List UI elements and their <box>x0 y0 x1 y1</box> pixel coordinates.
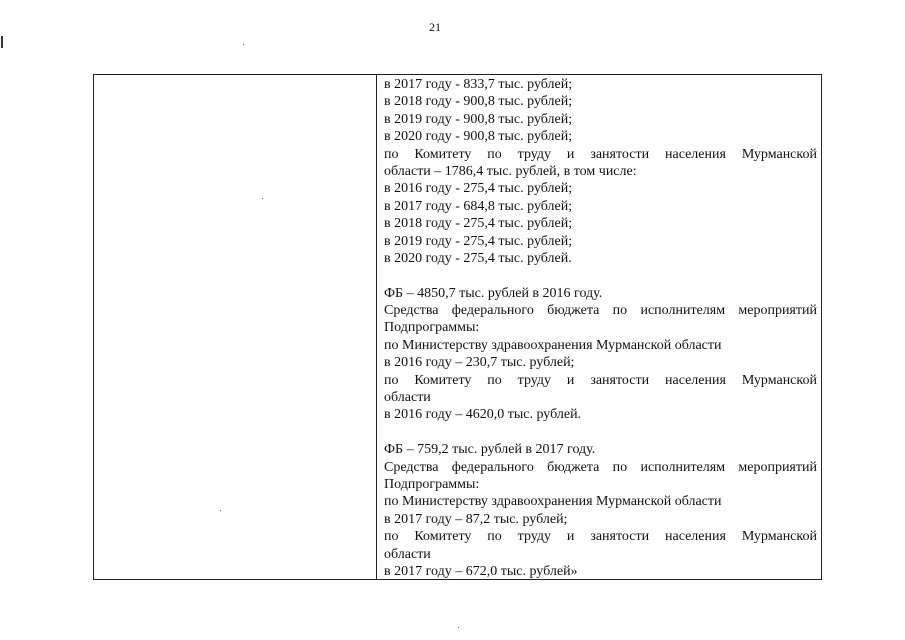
word: Комитету <box>414 146 472 162</box>
funding-line: в 2019 году - 275,4 тыс. рублей; <box>384 233 573 249</box>
word: по <box>487 529 502 545</box>
word: по <box>487 146 502 162</box>
margin-mark <box>1 36 3 48</box>
fb-2017-ministry: по Министерству здравоохранения Мурманской области <box>384 494 722 510</box>
word: населения <box>665 146 726 162</box>
fb-2017-subprogram: Подпрограммы: <box>384 476 480 492</box>
word: исполнителям <box>640 459 726 475</box>
fb-2017-sources-line <box>384 459 817 476</box>
word: и <box>566 529 575 545</box>
word: по <box>384 529 399 545</box>
word: бюджета <box>547 303 600 319</box>
word: труду <box>517 529 552 545</box>
document-table <box>93 74 822 580</box>
funding-line: в 2019 году - 900,8 тыс. рублей; <box>384 111 573 127</box>
left-cell-empty <box>94 75 377 579</box>
word: по <box>384 372 399 388</box>
committee-heading-line <box>384 146 817 163</box>
word: Комитету <box>414 372 472 388</box>
scan-speck <box>243 44 244 45</box>
word: мероприятий <box>738 303 817 319</box>
word: мероприятий <box>738 459 817 475</box>
word: по <box>384 146 399 162</box>
funding-line: в 2018 году - 900,8 тыс. рублей; <box>384 94 573 110</box>
word: труду <box>517 372 552 388</box>
fb-2016-committee-line <box>384 372 817 389</box>
word: федерального <box>451 459 534 475</box>
fb-2017-committee-line <box>384 528 817 545</box>
fb-2017-committee-cont: области <box>384 546 431 562</box>
fb-2016-sources-line <box>384 302 817 319</box>
word: по <box>612 459 628 475</box>
word: по <box>487 372 502 388</box>
fb-2016-ministry: по Министерству здравоохранения Мурманской области <box>384 337 722 353</box>
word: Средства <box>384 459 439 475</box>
fb-2016-committee-amount: в 2016 году – 4620,0 тыс. рублей. <box>384 407 582 423</box>
fb-2017-ministry-amount: в 2017 году – 87,2 тыс. рублей; <box>384 511 568 527</box>
word: населения <box>665 372 726 388</box>
word: труду <box>517 146 552 162</box>
word: Мурманской <box>741 372 817 388</box>
scan-speck <box>458 627 459 628</box>
fb-2016-committee-cont: области <box>384 390 431 406</box>
word: по <box>612 303 628 319</box>
funding-line: в 2020 году - 275,4 тыс. рублей. <box>384 250 572 266</box>
fb-2016-title: ФБ – 4850,7 тыс. рублей в 2016 году. <box>384 285 603 301</box>
funding-line: в 2016 году - 275,4 тыс. рублей; <box>384 181 573 197</box>
funding-line: в 2018 году - 275,4 тыс. рублей; <box>384 216 573 232</box>
word: населения <box>665 529 726 545</box>
funding-line: в 2017 году - 833,7 тыс. рублей; <box>384 77 573 92</box>
right-cell <box>384 76 817 580</box>
fb-2016-subprogram: Подпрограммы: <box>384 320 480 336</box>
word: и <box>566 372 575 388</box>
funding-line: в 2020 году - 900,8 тыс. рублей; <box>384 129 573 145</box>
word: бюджета <box>547 459 600 475</box>
fb-2016-ministry-amount: в 2016 году – 230,7 тыс. рублей; <box>384 355 575 371</box>
word: занятости <box>590 529 650 545</box>
fb-2017-committee-amount: в 2017 году – 672,0 тыс. рублей» <box>384 563 578 579</box>
word: Комитету <box>414 529 472 545</box>
word: Средства <box>384 303 439 319</box>
word: и <box>566 146 575 162</box>
paragraph-gap <box>384 424 817 441</box>
word: Мурманской <box>741 529 817 545</box>
word: исполнителям <box>640 303 726 319</box>
word: федерального <box>451 303 534 319</box>
page-number: 21 <box>429 20 441 34</box>
funding-line: в 2017 году - 684,8 тыс. рублей; <box>384 198 573 214</box>
committee-total-line: области – 1786,4 тыс. рублей, в том числе: <box>384 163 637 179</box>
fb-2017-title: ФБ – 759,2 тыс. рублей в 2017 году. <box>384 442 596 458</box>
word: занятости <box>590 372 650 388</box>
word: занятости <box>590 146 650 162</box>
paragraph-gap <box>384 267 817 284</box>
word: Мурманской <box>741 146 817 162</box>
